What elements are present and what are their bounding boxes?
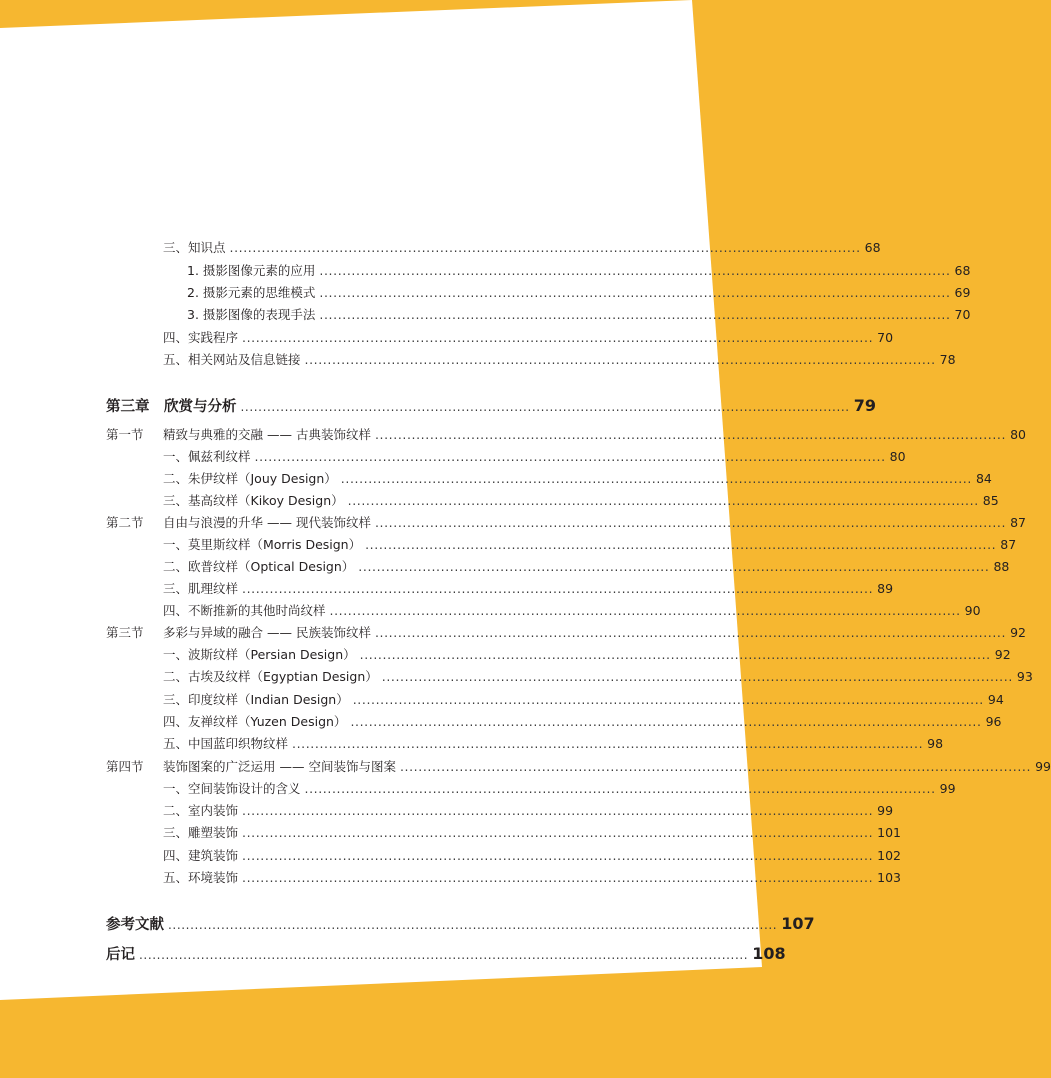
toc-entry: 一、莫里斯纹样（Morris Design） .......................................................................................................................................... 87 <box>163 537 1017 552</box>
toc-chapter-entry: 第三章 欣赏与分析 .......................................................................................................................................... 79 <box>106 396 876 415</box>
toc-entry: 五、环境装饰 .......................................................................................................................................... 103 <box>163 870 902 885</box>
toc-entry: 一、波斯纹样（Persian Design） .......................................................................................................................................... 92 <box>163 647 1011 662</box>
toc-chapter-entry: 参考文献 .......................................................................................................................................... 107 <box>106 914 815 933</box>
toc-entry: 二、欧普纹样（Optical Design） .......................................................................................................................................... 88 <box>163 559 1010 574</box>
toc-entry: 二、古埃及纹样（Egyptian Design） .......................................................................................................................................... 93 <box>163 669 1033 684</box>
toc-entry: 三、基高纹样（Kikoy Design） .......................................................................................................................................... 85 <box>163 493 999 508</box>
toc-entry: 三、知识点 .......................................................................................................................................... 68 <box>163 240 881 255</box>
toc-entry: 二、室内装饰 .......................................................................................................................................... 99 <box>163 803 894 818</box>
toc-entry: 三、印度纹样（Indian Design） .......................................................................................................................................... 94 <box>163 692 1004 707</box>
toc-entry: 四、实践程序 .......................................................................................................................................... 70 <box>163 330 894 345</box>
toc-entry: 四、建筑装饰 .......................................................................................................................................... 102 <box>163 848 902 863</box>
toc-section-entry: 自由与浪漫的升华 —— 现代装饰纹样 .......................................................................................................................................... 87 <box>163 515 1026 530</box>
toc-entry: 三、肌理纹样 .......................................................................................................................................... 89 <box>163 581 894 596</box>
toc-section-number: 第二节 <box>106 515 144 530</box>
toc-entry: 五、相关网站及信息链接 .......................................................................................................................................... 78 <box>163 352 956 367</box>
toc-entry: 二、朱伊纹样（Jouy Design） .......................................................................................................................................... 84 <box>163 471 992 486</box>
toc-section-number: 第四节 <box>106 759 144 774</box>
toc-section-number: 第一节 <box>106 427 144 442</box>
toc-section-entry: 多彩与异域的融合 —— 民族装饰纹样 .......................................................................................................................................... 92 <box>163 625 1026 640</box>
toc-entry: 四、友禅纹样（Yuzen Design） .......................................................................................................................................... 96 <box>163 714 1002 729</box>
toc-section-entry: 精致与典雅的交融 —— 古典装饰纹样 .......................................................................................................................................... 80 <box>163 427 1026 442</box>
toc-entry: 一、佩兹利纹样 .......................................................................................................................................... 80 <box>163 449 906 464</box>
toc-entry: 五、中国蓝印织物纹样 .......................................................................................................................................... 98 <box>163 736 944 751</box>
toc-entry: 三、雕塑装饰 .......................................................................................................................................... 101 <box>163 825 902 840</box>
toc-section-number: 第三节 <box>106 625 144 640</box>
toc-entry: 2. 摄影元素的思维模式 .......................................................................................................................................... 69 <box>187 285 971 300</box>
toc-chapter-entry: 后记 .......................................................................................................................................... 108 <box>106 944 786 963</box>
toc-section-entry: 装饰图案的广泛运用 —— 空间装饰与图案 .......................................................................................................................................... 99 <box>163 759 1051 774</box>
toc-entry: 3. 摄影图像的表现手法 .......................................................................................................................................... 70 <box>187 307 971 322</box>
toc-entry: 1. 摄影图像元素的应用 .......................................................................................................................................... 68 <box>187 263 971 278</box>
toc-entry: 一、空间装饰设计的含义 .......................................................................................................................................... 99 <box>163 781 956 796</box>
toc-entry: 四、不断推新的其他时尚纹样 .......................................................................................................................................... 90 <box>163 603 981 618</box>
